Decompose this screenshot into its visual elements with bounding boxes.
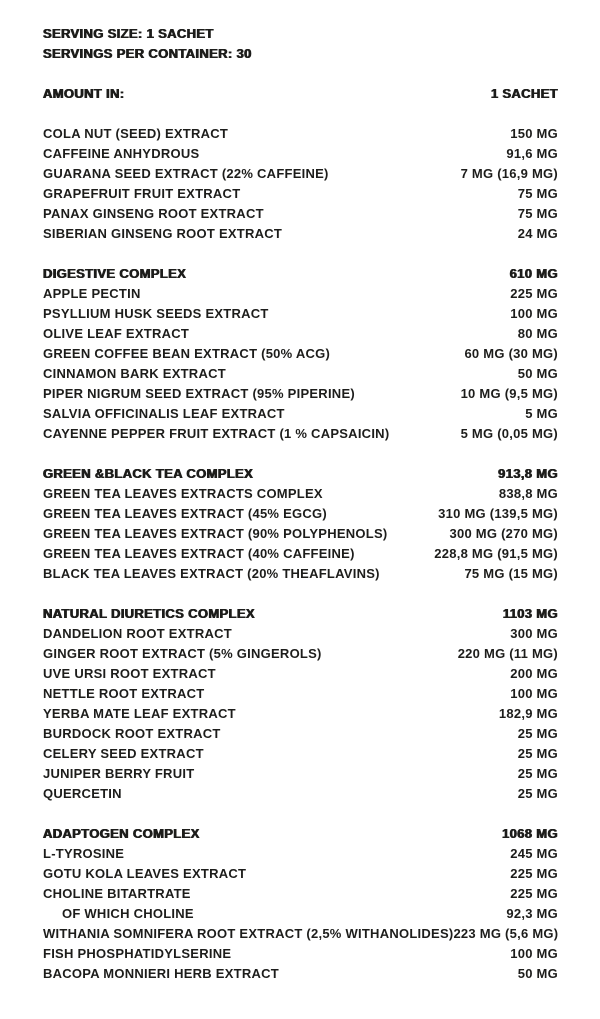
- section-rows: [43, 844, 558, 984]
- ingredient-amount: 225 MG: [510, 886, 558, 901]
- section-title: NATURAL DIURETICS COMPLEX: [43, 606, 255, 621]
- ingredient-row: [43, 364, 558, 384]
- ingredient-name: CHOLINE BITARTRATE: [43, 886, 191, 901]
- ingredient-name: PIPER NIGRUM SEED EXTRACT (95% PIPERINE): [43, 386, 355, 401]
- ingredient-section: [43, 124, 558, 244]
- section-total-amount: 1068 MG: [502, 826, 558, 841]
- serving-size-text: SERVING SIZE: 1 SACHET: [43, 26, 214, 41]
- ingredient-row: [43, 144, 558, 164]
- ingredient-name: GUARANA SEED EXTRACT (22% CAFFEINE): [43, 166, 329, 181]
- ingredient-name: DANDELION ROOT EXTRACT: [43, 626, 232, 641]
- ingredient-section: [43, 464, 558, 584]
- section-rows: [43, 284, 558, 444]
- ingredient-name: UVE URSI ROOT EXTRACT: [43, 666, 216, 681]
- ingredient-amount: 200 MG: [510, 666, 558, 681]
- section-rows: [43, 484, 558, 584]
- ingredient-amount: 300 MG: [510, 626, 558, 641]
- ingredient-row: [43, 684, 558, 704]
- ingredient-amount: 60 MG (30 MG): [464, 346, 558, 361]
- ingredient-name: JUNIPER BERRY FRUIT: [43, 766, 195, 781]
- ingredient-name: GREEN TEA LEAVES EXTRACT (45% EGCG): [43, 506, 327, 521]
- ingredient-row: [43, 724, 558, 744]
- ingredient-name: PSYLLIUM HUSK SEEDS EXTRACT: [43, 306, 269, 321]
- ingredient-name: L-TYROSINE: [43, 846, 125, 861]
- ingredient-name: FISH PHOSPHATIDYLSERINE: [43, 946, 232, 961]
- ingredient-row: [43, 504, 558, 524]
- ingredient-section: [43, 264, 558, 444]
- section-title: DIGESTIVE COMPLEX: [43, 266, 187, 281]
- ingredient-row: [43, 344, 558, 364]
- ingredient-row: [43, 944, 558, 964]
- ingredient-row: [43, 904, 558, 924]
- ingredient-row: [43, 964, 558, 984]
- ingredient-name: SIBERIAN GINSENG ROOT EXTRACT: [43, 226, 283, 241]
- ingredient-amount: 220 MG (11 MG): [457, 646, 558, 661]
- ingredient-amount: 5 MG (0,05 MG): [460, 426, 558, 441]
- ingredient-name: GRAPEFRUIT FRUIT EXTRACT: [43, 186, 241, 201]
- ingredient-name: CAYENNE PEPPER FRUIT EXTRACT (1 % CAPSAICIN): [43, 426, 390, 441]
- ingredient-row: [43, 664, 558, 684]
- ingredient-name: GOTU KOLA LEAVES EXTRACT: [43, 866, 247, 881]
- ingredient-amount: 300 MG (270 MG): [449, 526, 558, 541]
- section-rows: [43, 624, 558, 804]
- ingredient-name: GREEN COFFEE BEAN EXTRACT (50% ACG): [43, 346, 331, 361]
- ingredient-amount: 92,3 MG: [506, 906, 558, 921]
- ingredient-amount: 10 MG (9,5 MG): [460, 386, 558, 401]
- section-title: ADAPTOGEN COMPLEX: [43, 826, 200, 841]
- sachet-column-label: 1 SACHET: [490, 86, 558, 101]
- ingredient-row: [43, 304, 558, 324]
- ingredient-amount: 225 MG: [510, 286, 558, 301]
- ingredient-name: GINGER ROOT EXTRACT (5% GINGEROLS): [43, 646, 322, 661]
- servings-per-container-line: [43, 44, 558, 64]
- section-rows: [43, 124, 558, 244]
- spacer: [43, 64, 558, 84]
- ingredient-amount: 25 MG: [517, 746, 558, 761]
- ingredient-name: GREEN TEA LEAVES EXTRACT (40% CAFFEINE): [43, 546, 355, 561]
- ingredient-name: BURDOCK ROOT EXTRACT: [43, 726, 221, 741]
- ingredient-row: [43, 224, 558, 244]
- ingredient-row: [43, 644, 558, 664]
- ingredient-amount: 25 MG: [517, 726, 558, 741]
- section-title: GREEN &BLACK TEA COMPLEX: [43, 466, 254, 481]
- ingredient-name: NETTLE ROOT EXTRACT: [43, 686, 205, 701]
- ingredient-name: PANAX GINSENG ROOT EXTRACT: [43, 206, 264, 221]
- ingredient-row: [43, 884, 558, 904]
- ingredient-row: [43, 544, 558, 564]
- ingredient-amount: 75 MG: [517, 186, 558, 201]
- ingredient-row: [43, 384, 558, 404]
- ingredient-amount: 50 MG: [517, 366, 558, 381]
- ingredient-row: [43, 404, 558, 424]
- serving-size-line: [43, 24, 558, 44]
- ingredient-row: [43, 704, 558, 724]
- ingredient-amount: 228,8 MG (91,5 MG): [434, 546, 558, 561]
- ingredient-amount: 182,9 MG: [498, 706, 558, 721]
- section-header-row: [43, 824, 558, 844]
- ingredient-name: YERBA MATE LEAF EXTRACT: [43, 706, 236, 721]
- ingredient-amount: 838,8 MG: [498, 486, 558, 501]
- ingredient-row: [43, 484, 558, 504]
- ingredient-row: [43, 564, 558, 584]
- ingredient-row: [43, 744, 558, 764]
- ingredient-name: APPLE PECTIN: [43, 286, 141, 301]
- ingredient-amount: 150 MG: [510, 126, 558, 141]
- amount-header-row: [43, 84, 558, 104]
- ingredient-amount: 310 MG (139,5 MG): [438, 506, 558, 521]
- ingredient-name: CELERY SEED EXTRACT: [43, 746, 204, 761]
- ingredient-row: [43, 784, 558, 804]
- section-header-row: [43, 464, 558, 484]
- section-total-amount: 610 MG: [509, 266, 558, 281]
- servings-per-container-text: SERVINGS PER CONTAINER: 30: [43, 46, 252, 61]
- ingredient-name: COLA NUT (SEED) EXTRACT: [43, 126, 229, 141]
- ingredient-name: CAFFEINE ANHYDROUS: [43, 146, 200, 161]
- ingredient-row: [43, 764, 558, 784]
- ingredient-name: OF WHICH CHOLINE: [62, 906, 194, 921]
- ingredient-amount: 225 MG: [510, 866, 558, 881]
- ingredient-name: BLACK TEA LEAVES EXTRACT (20% THEAFLAVINS): [43, 566, 380, 581]
- ingredient-row: [43, 844, 558, 864]
- ingredient-row: [43, 424, 558, 444]
- ingredient-amount: 24 MG: [517, 226, 558, 241]
- ingredient-name: GREEN TEA LEAVES EXTRACTS COMPLEX: [43, 486, 323, 501]
- amount-in-label: AMOUNT IN:: [43, 86, 125, 101]
- ingredient-row: [43, 284, 558, 304]
- ingredient-row: [43, 624, 558, 644]
- ingredient-name: OLIVE LEAF EXTRACT: [43, 326, 190, 341]
- ingredient-amount: 100 MG: [510, 306, 558, 321]
- ingredient-amount: 223 MG (5,6 MG): [453, 926, 559, 941]
- ingredient-row: [43, 864, 558, 884]
- ingredient-name: QUERCETIN: [43, 786, 122, 801]
- ingredient-amount: 75 MG (15 MG): [464, 566, 558, 581]
- ingredient-name: SALVIA OFFICINALIS LEAF EXTRACT: [43, 406, 285, 421]
- section-header-row: [43, 604, 558, 624]
- ingredient-section: [43, 604, 558, 804]
- ingredient-amount: 80 MG: [517, 326, 558, 341]
- ingredient-row: [43, 524, 558, 544]
- ingredient-row: [43, 164, 558, 184]
- ingredient-name: BACOPA MONNIERI HERB EXTRACT: [43, 966, 279, 981]
- ingredient-amount: 245 MG: [510, 846, 558, 861]
- ingredient-amount: 25 MG: [517, 766, 558, 781]
- ingredient-amount: 25 MG: [517, 786, 558, 801]
- ingredient-name: CINNAMON BARK EXTRACT: [43, 366, 226, 381]
- ingredient-amount: 5 MG: [525, 406, 558, 421]
- ingredient-row: [43, 924, 558, 944]
- section-total-amount: 913,8 MG: [498, 466, 558, 481]
- section-header-row: [43, 264, 558, 284]
- ingredient-row: [43, 184, 558, 204]
- ingredient-amount: 50 MG: [517, 966, 558, 981]
- ingredient-row: [43, 124, 558, 144]
- ingredient-amount: 75 MG: [517, 206, 558, 221]
- ingredient-row: [43, 204, 558, 224]
- ingredient-amount: 100 MG: [510, 686, 558, 701]
- ingredient-section: [43, 824, 558, 984]
- ingredient-name: GREEN TEA LEAVES EXTRACT (90% POLYPHENOLS): [43, 526, 388, 541]
- section-total-amount: 1103 MG: [502, 606, 558, 621]
- ingredient-amount: 7 MG (16,9 MG): [460, 166, 558, 181]
- ingredient-amount: 100 MG: [510, 946, 558, 961]
- ingredient-amount: 91,6 MG: [506, 146, 558, 161]
- ingredient-row: [43, 324, 558, 344]
- ingredient-name: WITHANIA SOMNIFERA ROOT EXTRACT (2,5% WITHANOLIDES): [43, 926, 454, 941]
- ingredient-sections: [43, 124, 558, 984]
